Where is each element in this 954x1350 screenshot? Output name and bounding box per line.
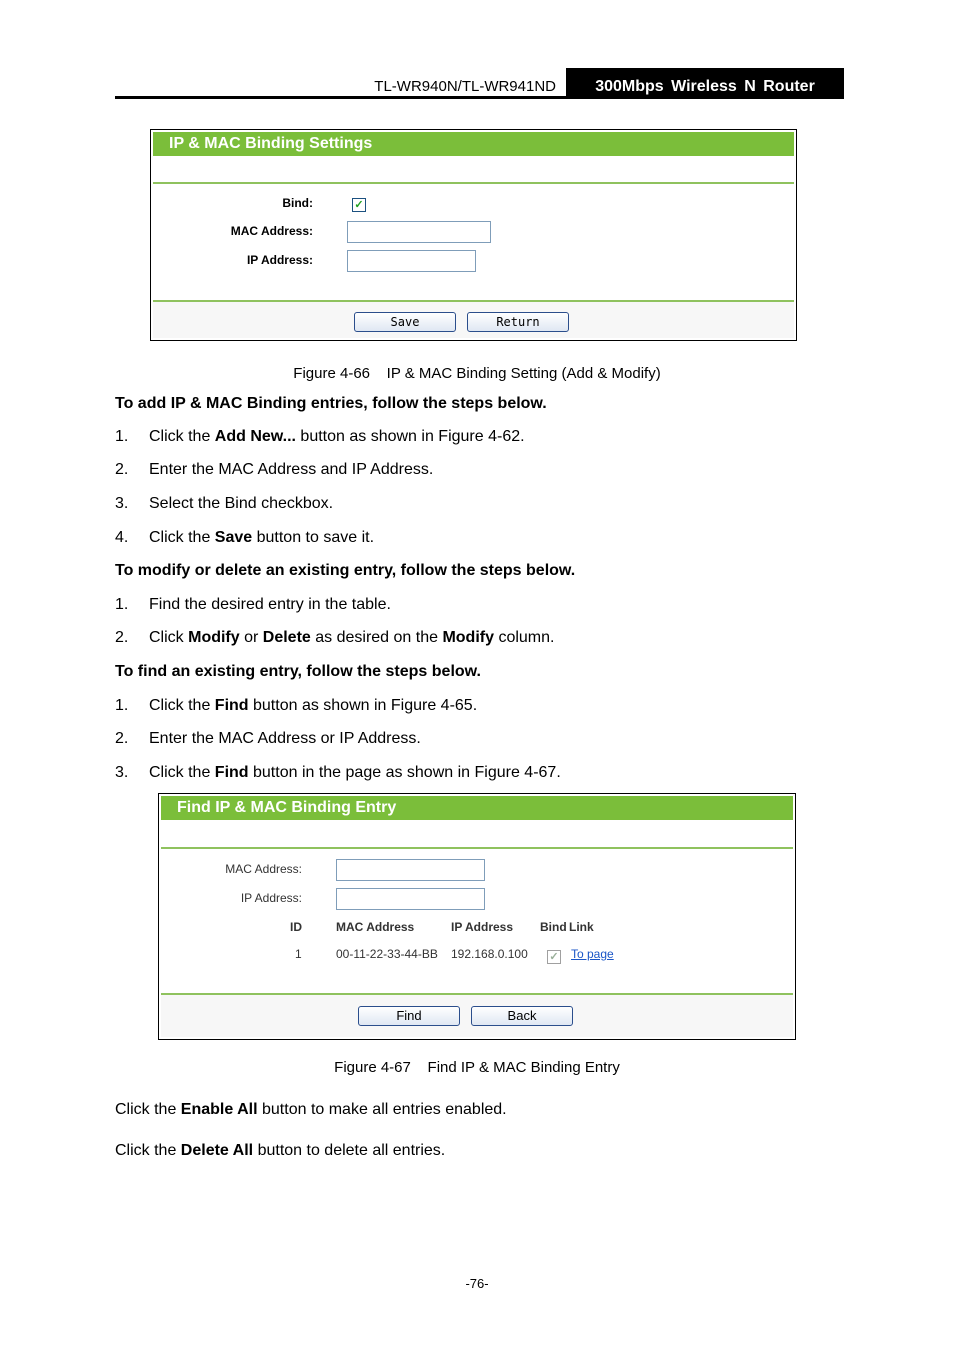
mac-address-label: MAC Address: [225,862,302,876]
mac-address-input[interactable] [347,221,491,243]
ip-address-label: IP Address: [246,253,313,267]
panel-title: IP & MAC Binding Settings [153,132,794,156]
add-step-4: 4. Click the Save button to save it. [115,529,375,546]
panel-title: Find IP & MAC Binding Entry [161,796,793,820]
back-button[interactable]: Back [471,1006,573,1026]
to-page-link[interactable]: To page [571,947,614,961]
bind-label: Bind: [282,196,313,210]
divider [153,182,794,184]
header-model: TL-WR940N/TL-WR941ND [374,78,556,95]
header-rule [115,96,566,99]
bind-checkbox[interactable] [352,198,366,212]
add-heading: To add IP & MAC Binding entries, follow the steps below. [115,395,547,412]
column-header-link: Link [569,920,594,934]
column-header-ip-address: IP Address [451,920,514,934]
column-header-mac-address: MAC Address [336,920,415,934]
find-button[interactable]: Find [358,1006,460,1026]
figure-4-67-caption: Figure 4-67 Find IP & MAC Binding Entry [334,1059,620,1076]
modify-step-2: 2. Click Modify or Delete as desired on the Modify column. [115,629,555,646]
divider [161,847,793,849]
check-icon: ✓ [549,951,559,963]
ip-address-label: IP Address: [240,891,302,905]
enable-all-paragraph: Click the Enable All button to make all entries enabled. [115,1101,507,1118]
modify-heading: To modify or delete an existing entry, follow the steps below. [115,562,576,579]
find-heading: To find an existing entry, follow the steps below. [115,663,481,680]
find-step-1: 1. Click the Find button as shown in Figure 4-65. [115,697,478,714]
column-header-bind: Bind [540,920,567,934]
check-icon: ✓ [354,199,364,211]
find-step-2: 2. Enter the MAC Address or IP Address. [115,730,421,747]
mac-address-label: MAC Address: [230,224,313,238]
column-header-id: ID [290,920,302,934]
mac-address-input[interactable] [336,859,485,881]
add-step-3: 3. Select the Bind checkbox. [115,495,334,512]
ip-address-input[interactable] [336,888,485,910]
find-step-3: 3. Click the Find button in the page as shown in Figure 4-67. [115,764,561,781]
header-product: 300Mbps Wireless N Router [566,68,844,99]
row-bind-checkbox[interactable] [547,950,561,964]
row-ip-address: 192.168.0.100 [451,947,528,961]
return-button[interactable]: Return [467,312,569,332]
find-ip-mac-binding-panel [158,793,796,1040]
delete-all-paragraph: Click the Delete All button to delete all entries. [115,1142,446,1159]
row-mac-address: 00-11-22-33-44-BB [336,947,438,961]
add-step-2: 2. Enter the MAC Address and IP Address. [115,461,434,478]
modify-step-1: 1. Find the desired entry in the table. [115,596,391,613]
save-button[interactable]: Save [354,312,456,332]
add-step-1: 1. Click the Add New... button as shown in Figure 4-62. [115,428,525,445]
figure-4-66-caption: Figure 4-66 IP & MAC Binding Setting (Add & Modify) [293,365,661,382]
ip-mac-binding-settings-panel [150,129,797,341]
row-id: 1 [295,947,302,961]
ip-address-input[interactable] [347,250,476,272]
page-number: -76- [465,1276,489,1291]
